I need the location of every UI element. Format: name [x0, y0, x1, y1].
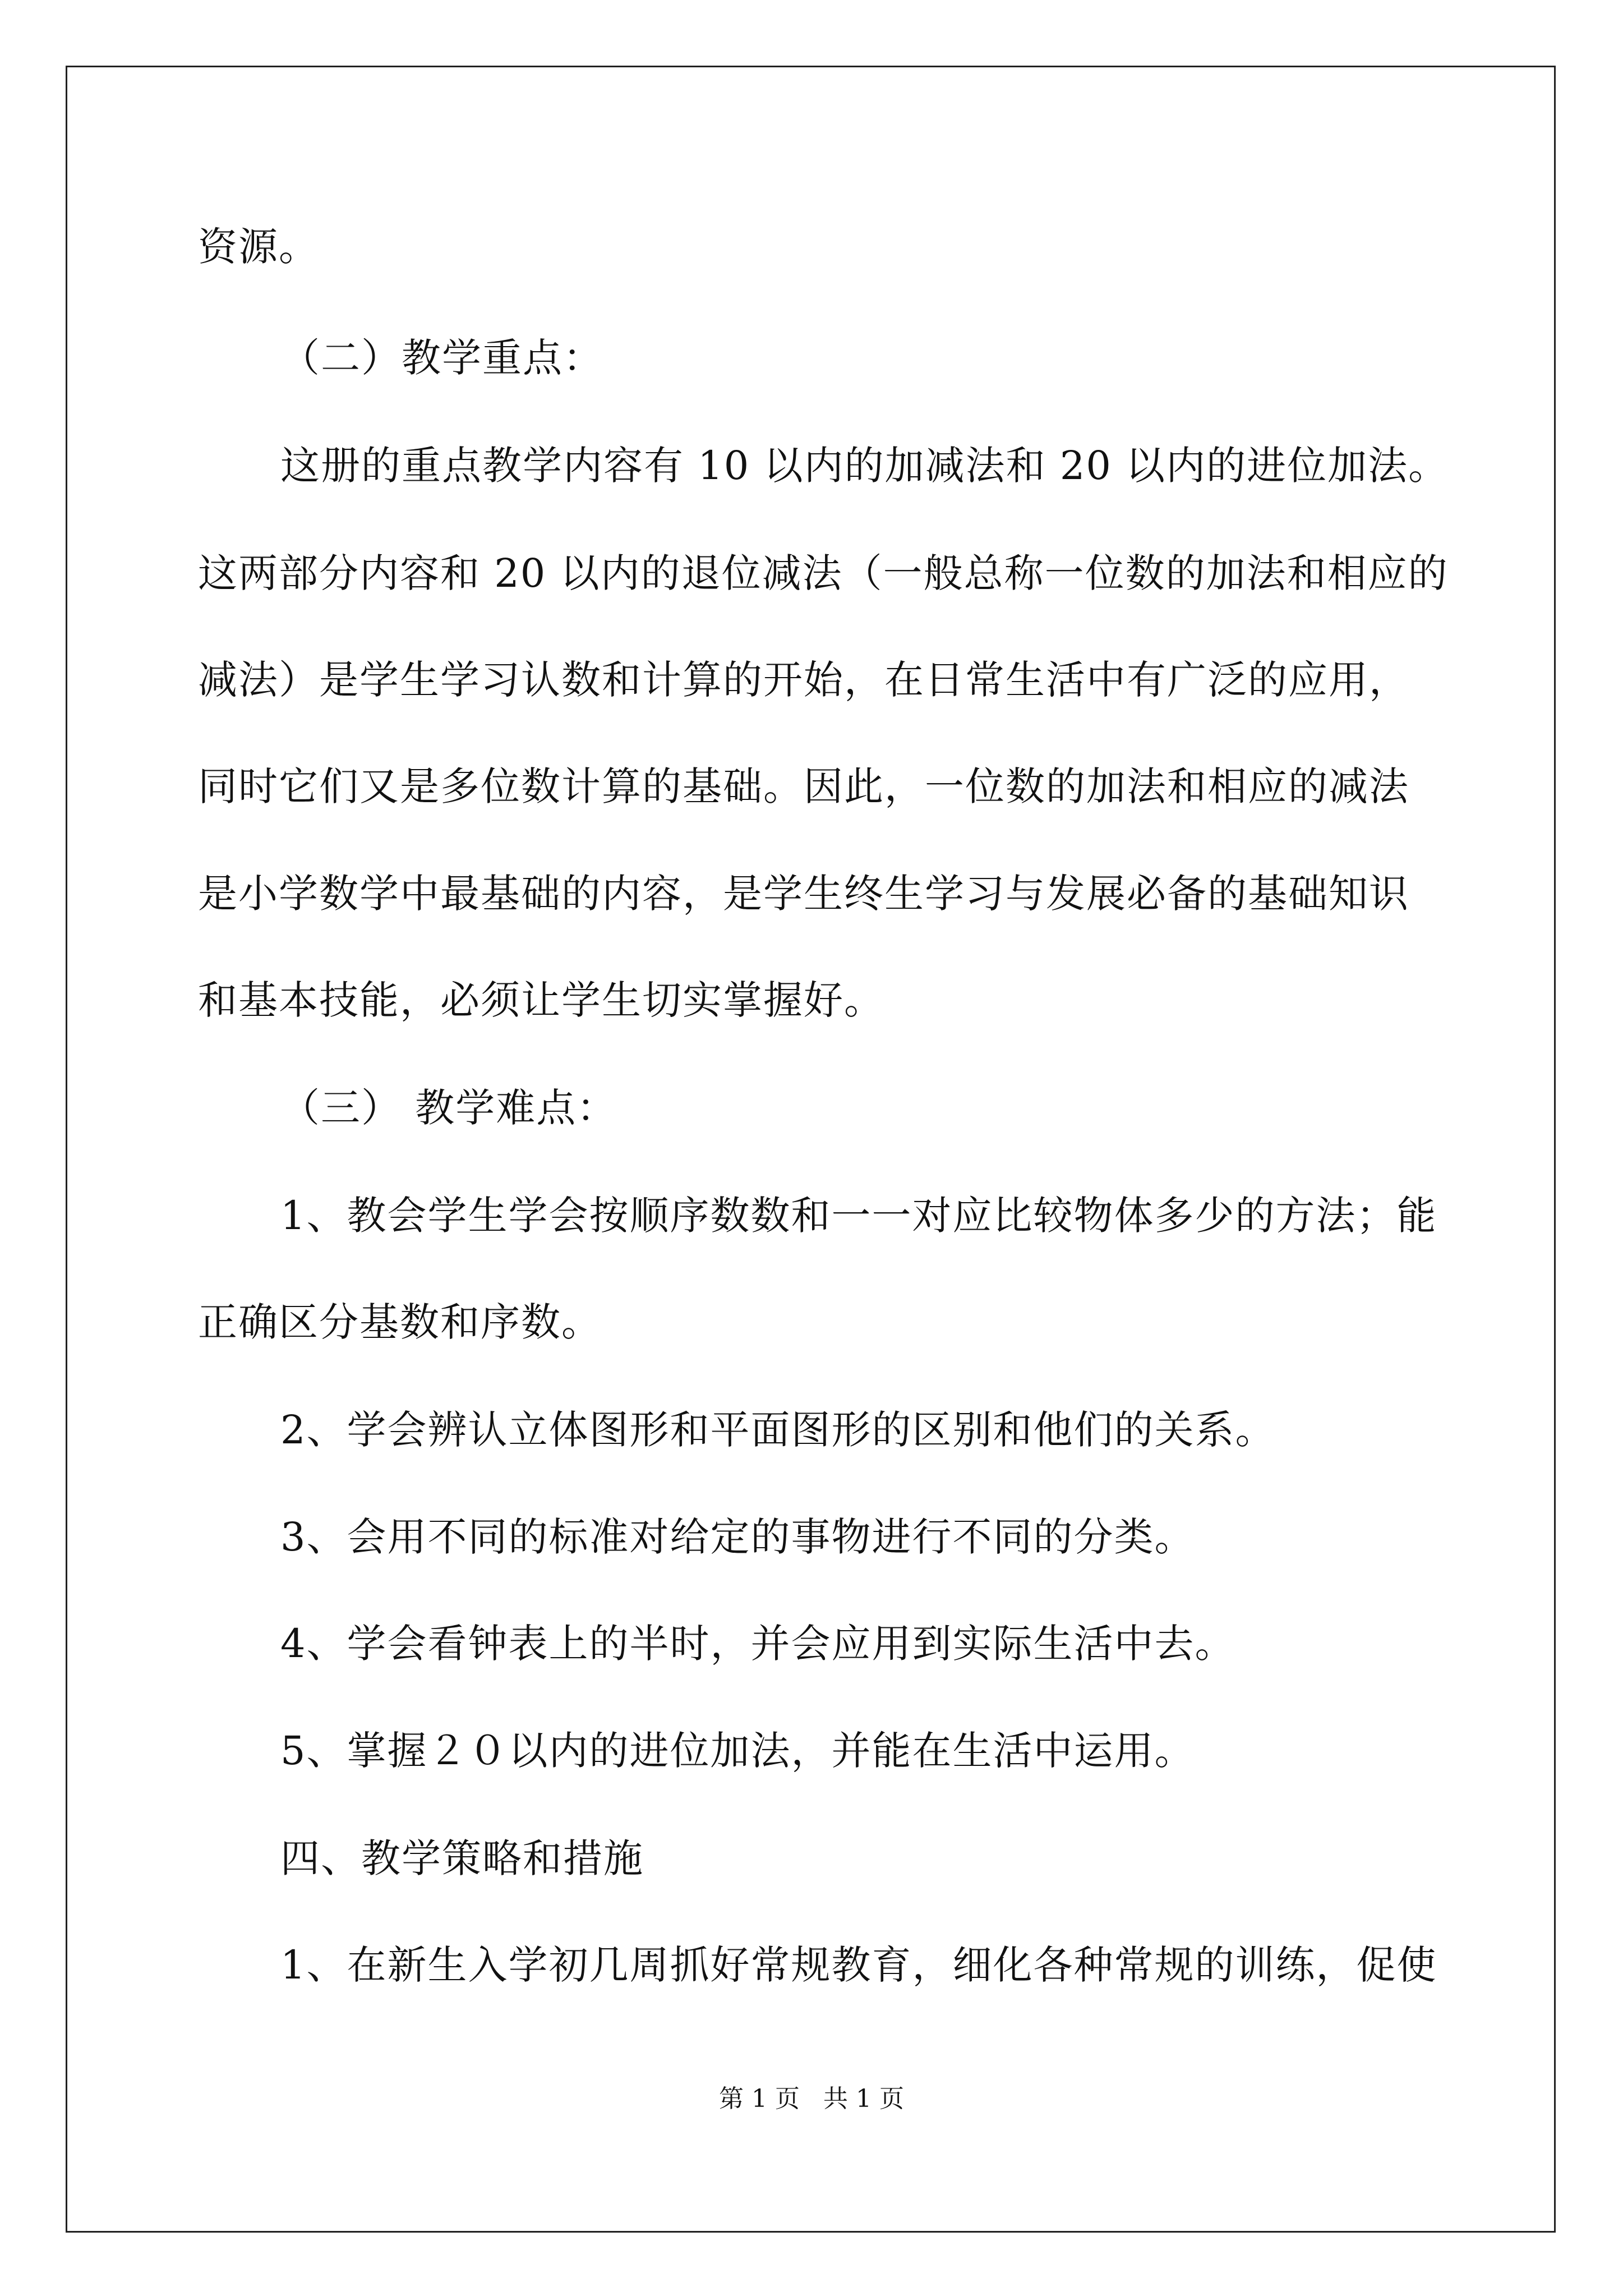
page-footer: 第 1 页 共 1 页 — [719, 2085, 904, 2113]
text-line: 资源。 — [198, 224, 319, 270]
list-item: 4、学会看钟表上的半时，并会应用到实际生活中去。 — [280, 1621, 1235, 1667]
text-line: 和基本技能，必须让学生切实掌握好。 — [198, 977, 884, 1023]
section-heading: （二）教学重点： — [280, 335, 603, 381]
list-item: 1、教会学生学会按顺序数数和一一对应比较物体多少的方法；能 — [280, 1193, 1437, 1239]
text-line: 这两部分内容和 20 以内的退位减法（一般总称一位数的加法和相应的 — [198, 550, 1449, 596]
section-heading: （三） 教学难点： — [280, 1085, 617, 1131]
list-item: 2、学会辨认立体图形和平面图形的区别和他们的关系。 — [280, 1407, 1276, 1453]
text-line: 是小学数学中最基础的内容，是学生终生学习与发展必备的基础知识 — [198, 871, 1409, 917]
text-line: 这册的重点教学内容有 10 以内的加减法和 20 以内的进位加法。 — [280, 443, 1449, 489]
text-line: 正确区分基数和序数。 — [198, 1299, 602, 1345]
list-item: 3、会用不同的标准对给定的事物进行不同的分类。 — [280, 1514, 1195, 1560]
text-line: 同时它们又是多位数计算的基础。因此，一位数的加法和相应的减法 — [198, 763, 1409, 809]
list-item: 1、在新生入学初几周抓好常规教育，细化各种常规的训练，促使 — [280, 1942, 1437, 1988]
section-heading: 四、教学策略和措施 — [280, 1835, 644, 1881]
page-border — [66, 66, 1556, 2233]
list-item: 5、掌握２０以内的进位加法，并能在生活中运用。 — [280, 1728, 1195, 1774]
text-line: 减法）是学生学习认数和计算的开始，在日常生活中有广泛的应用， — [198, 657, 1409, 703]
